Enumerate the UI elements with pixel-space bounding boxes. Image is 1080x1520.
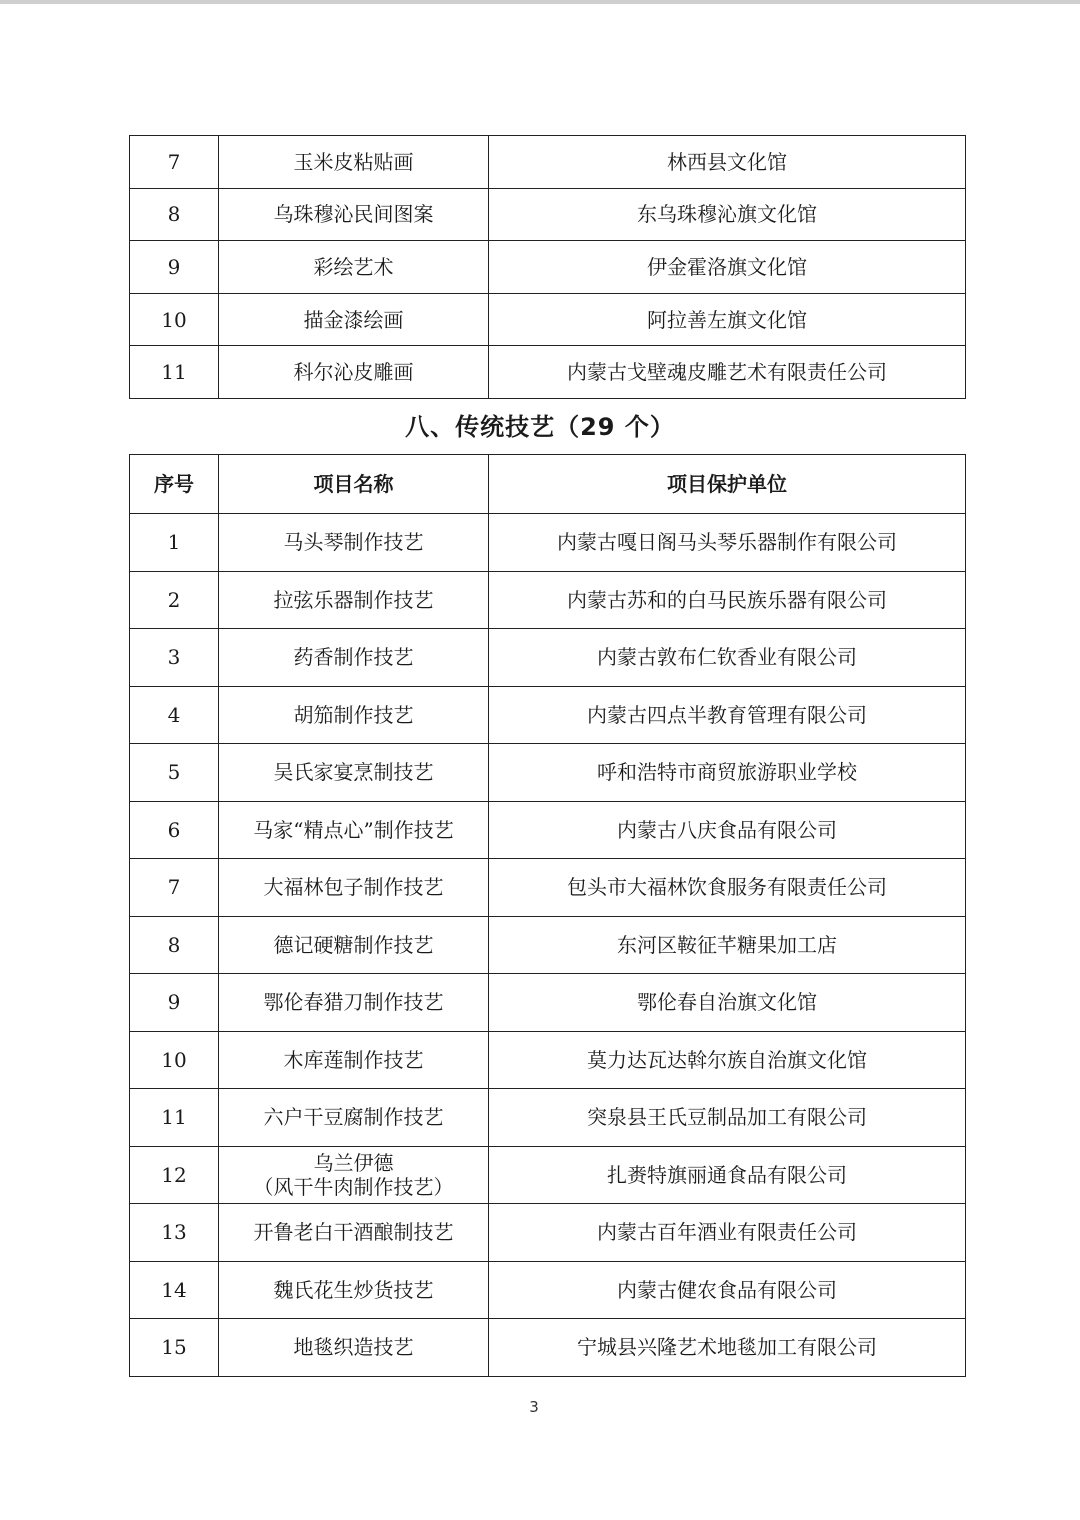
continued-project-table xyxy=(129,135,966,399)
table-row xyxy=(130,1146,966,1204)
protection-unit: 包头市大福林饮食服务有限责任公司 xyxy=(489,859,966,917)
row-number: 8 xyxy=(130,916,219,974)
project-name: 科尔沁皮雕画 xyxy=(219,346,489,399)
row-number: 7 xyxy=(130,859,219,917)
protection-unit: 突泉县王氏豆制品加工有限公司 xyxy=(489,1089,966,1147)
protection-unit: 内蒙古四点半教育管理有限公司 xyxy=(489,686,966,744)
table-row xyxy=(130,629,966,687)
row-number: 7 xyxy=(130,136,219,189)
table-header-row xyxy=(130,455,966,514)
row-number: 1 xyxy=(130,514,219,572)
table-row xyxy=(130,801,966,859)
project-name xyxy=(219,1146,489,1204)
row-number: 3 xyxy=(130,629,219,687)
table-row xyxy=(130,744,966,802)
protection-unit: 内蒙古八庆食品有限公司 xyxy=(489,801,966,859)
project-name: 地毯织造技艺 xyxy=(219,1319,489,1377)
table-row xyxy=(130,1204,966,1262)
project-name: 药香制作技艺 xyxy=(219,629,489,687)
protection-unit: 内蒙古百年酒业有限责任公司 xyxy=(489,1204,966,1262)
project-name: 开鲁老白干酒酿制技艺 xyxy=(219,1204,489,1262)
row-number: 9 xyxy=(130,241,219,294)
row-number: 13 xyxy=(130,1204,219,1262)
project-name: 拉弦乐器制作技艺 xyxy=(219,571,489,629)
row-number: 12 xyxy=(130,1146,219,1204)
project-name: 乌珠穆沁民间图案 xyxy=(219,188,489,241)
protection-unit: 鄂伦春自治旗文化馆 xyxy=(489,974,966,1032)
project-name: 六户干豆腐制作技艺 xyxy=(219,1089,489,1147)
protection-unit: 扎赉特旗丽通食品有限公司 xyxy=(489,1146,966,1204)
project-name: 鄂伦春猎刀制作技艺 xyxy=(219,974,489,1032)
table-row xyxy=(130,1031,966,1089)
protection-unit: 内蒙古敦布仁钦香业有限公司 xyxy=(489,629,966,687)
protection-unit: 内蒙古健农食品有限公司 xyxy=(489,1261,966,1319)
row-number: 2 xyxy=(130,571,219,629)
traditional-craft-table xyxy=(129,454,966,1377)
row-number: 6 xyxy=(130,801,219,859)
table-row xyxy=(130,859,966,917)
project-name: 玉米皮粘贴画 xyxy=(219,136,489,189)
project-name: 德记硬糖制作技艺 xyxy=(219,916,489,974)
row-number: 14 xyxy=(130,1261,219,1319)
row-number: 5 xyxy=(130,744,219,802)
section-heading: 八、传统技艺（29 个） xyxy=(405,413,675,441)
project-name: 大福林包子制作技艺 xyxy=(219,859,489,917)
table-row xyxy=(130,1261,966,1319)
protection-unit: 宁城县兴隆艺术地毯加工有限公司 xyxy=(489,1319,966,1377)
table-row xyxy=(130,293,966,346)
table-row xyxy=(130,241,966,294)
row-number: 9 xyxy=(130,974,219,1032)
project-name: 马头琴制作技艺 xyxy=(219,514,489,572)
protection-unit: 阿拉善左旗文化馆 xyxy=(489,293,966,346)
row-number: 10 xyxy=(130,1031,219,1089)
table-row xyxy=(130,136,966,189)
table-row xyxy=(130,686,966,744)
row-number: 8 xyxy=(130,188,219,241)
header-number: 序号 xyxy=(130,455,219,514)
table-row xyxy=(130,974,966,1032)
project-name-line: 乌兰伊德 xyxy=(313,1150,394,1175)
table-row xyxy=(130,571,966,629)
table-row xyxy=(130,346,966,399)
protection-unit: 内蒙古苏和的白马民族乐器有限公司 xyxy=(489,571,966,629)
row-number: 4 xyxy=(130,686,219,744)
table-row xyxy=(130,1319,966,1377)
row-number: 10 xyxy=(130,293,219,346)
project-name: 胡笳制作技艺 xyxy=(219,686,489,744)
protection-unit: 东乌珠穆沁旗文化馆 xyxy=(489,188,966,241)
row-number: 15 xyxy=(130,1319,219,1377)
project-name: 魏氏花生炒货技艺 xyxy=(219,1261,489,1319)
table-row xyxy=(130,188,966,241)
table-row xyxy=(130,1089,966,1147)
top-border-line xyxy=(0,0,1080,4)
protection-unit: 伊金霍洛旗文化馆 xyxy=(489,241,966,294)
table-row xyxy=(130,514,966,572)
header-project-name: 项目名称 xyxy=(219,455,489,514)
protection-unit: 林西县文化馆 xyxy=(489,136,966,189)
row-number: 11 xyxy=(130,346,219,399)
project-name: 描金漆绘画 xyxy=(219,293,489,346)
protection-unit: 东河区鞍征芊糖果加工店 xyxy=(489,916,966,974)
protection-unit: 呼和浩特市商贸旅游职业学校 xyxy=(489,744,966,802)
project-name: 吴氏家宴烹制技艺 xyxy=(219,744,489,802)
protection-unit: 内蒙古戈壁魂皮雕艺术有限责任公司 xyxy=(489,346,966,399)
project-name: 木库莲制作技艺 xyxy=(219,1031,489,1089)
protection-unit: 内蒙古嘎日阁马头琴乐器制作有限公司 xyxy=(489,514,966,572)
project-name: 马家“精点心”制作技艺 xyxy=(219,801,489,859)
page-number: 3 xyxy=(529,1398,539,1416)
table-row xyxy=(130,916,966,974)
project-name-subtitle: （风干牛肉制作技艺） xyxy=(253,1174,454,1199)
row-number: 11 xyxy=(130,1089,219,1147)
project-name: 彩绘艺术 xyxy=(219,241,489,294)
header-protection-unit: 项目保护单位 xyxy=(489,455,966,514)
protection-unit: 莫力达瓦达斡尔族自治旗文化馆 xyxy=(489,1031,966,1089)
